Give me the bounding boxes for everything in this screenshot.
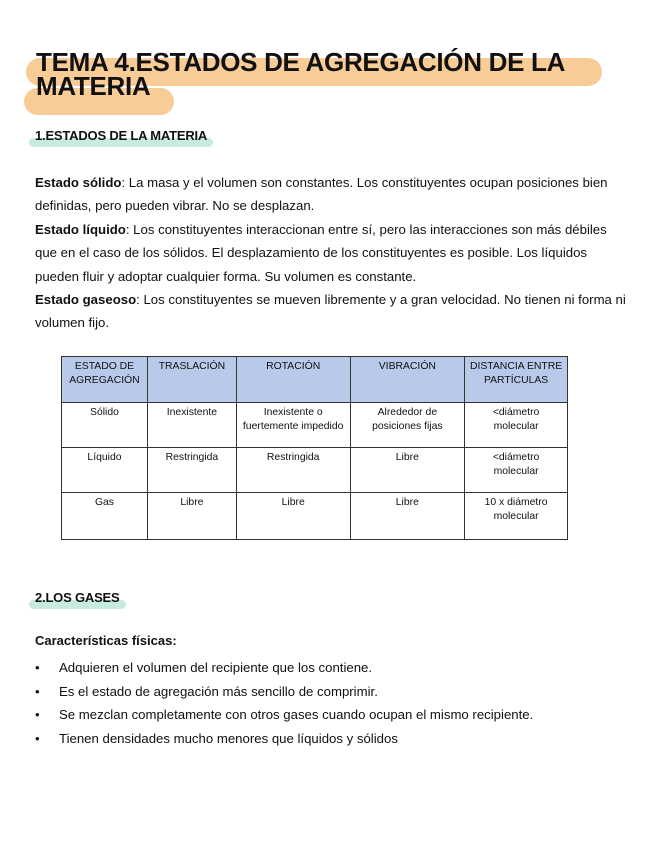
term-liquid: Estado líquido bbox=[35, 221, 126, 237]
bullet-icon: • bbox=[35, 707, 40, 723]
bullet-icon: • bbox=[35, 683, 40, 699]
states-table bbox=[61, 356, 568, 540]
table-header-cell: ROTACIÓN bbox=[236, 357, 350, 403]
table-cell: Restringida bbox=[236, 448, 350, 493]
list-item bbox=[35, 656, 625, 680]
table-cell: Restringida bbox=[147, 448, 236, 493]
term-solid: Estado sólido bbox=[35, 175, 122, 190]
table-cell: <diámetro molecular bbox=[465, 448, 568, 493]
table-row bbox=[62, 493, 568, 540]
table-cell: Gas bbox=[62, 493, 148, 540]
table-cell: Libre bbox=[236, 493, 350, 540]
states-description bbox=[35, 171, 627, 335]
section-heading-estados bbox=[35, 128, 207, 143]
table-header-cell: TRASLACIÓN bbox=[147, 357, 236, 403]
term-gas: Estado gaseoso bbox=[35, 292, 137, 308]
table-header-row bbox=[62, 357, 568, 403]
table-cell: Libre bbox=[350, 493, 465, 540]
table-cell: Líquido bbox=[62, 448, 148, 493]
paragraph-solid bbox=[35, 171, 627, 218]
table-cell: Libre bbox=[350, 448, 465, 493]
physical-characteristics-heading: Características físicas: bbox=[35, 633, 177, 648]
text-liquid: : Los constituyentes interaccionan entre sí, pero las interacciones son más débiles que en el caso de los sólidos. El desplazamiento de los constituyentes es posible. Los líquidos pueden fluir y adoptar cualquier forma. Su volumen es constante. bbox=[35, 221, 607, 284]
table-header-cell: ESTADO DE AGREGACIÓN bbox=[62, 357, 148, 403]
list-item-text: Es el estado de agregación más sencillo de comprimir. bbox=[59, 683, 378, 699]
page-title-line-2: MATERIA bbox=[36, 71, 151, 101]
list-item-text: Se mezclan completamente con otros gases cuando ocupan el mismo recipiente. bbox=[59, 707, 534, 723]
bullet-icon: • bbox=[35, 730, 40, 746]
table-cell: Inexistente bbox=[147, 403, 236, 448]
table-cell: Inexistente o fuertemente impedido bbox=[236, 403, 350, 448]
table-row bbox=[62, 403, 568, 448]
list-item-text: Adquieren el volumen del recipiente que los contiene. bbox=[59, 660, 373, 675]
table-header-cell: VIBRACIÓN bbox=[350, 357, 465, 403]
table-row bbox=[62, 448, 568, 493]
list-item bbox=[35, 727, 625, 751]
paragraph-gas bbox=[35, 288, 627, 335]
table-cell: 10 x diámetro molecular bbox=[465, 493, 568, 540]
table-cell: Sólido bbox=[62, 403, 148, 448]
page-title-block bbox=[24, 47, 604, 101]
table-cell: <diámetro molecular bbox=[465, 403, 568, 448]
list-item bbox=[35, 703, 625, 727]
gas-characteristics-list bbox=[35, 656, 625, 750]
text-solid: : La masa y el volumen son constantes. Los constituyentes ocupan posiciones bien definidas, pero pueden vibrar. No se desplazan. bbox=[35, 175, 608, 214]
table-header-cell: DISTANCIA ENTRE PARTÍCULAS bbox=[465, 357, 568, 403]
section-heading-text: 2.LOS GASES bbox=[35, 590, 120, 605]
paragraph-liquid bbox=[35, 218, 627, 288]
bullet-icon: • bbox=[35, 660, 40, 675]
list-item-text: Tienen densidades mucho menores que líquidos y sólidos bbox=[59, 730, 398, 746]
table-cell: Libre bbox=[147, 493, 236, 540]
list-item bbox=[35, 680, 625, 704]
section-heading-text: 1.ESTADOS DE LA MATERIA bbox=[35, 128, 208, 143]
page-title-line-1: TEMA 4.ESTADOS DE AGREGACIÓN DE LA bbox=[36, 47, 566, 77]
section-heading-gases bbox=[35, 590, 120, 605]
table-cell: Alrededor de posiciones fijas bbox=[350, 403, 465, 448]
text-gas: : Los constituyentes se mueven libremente y a gran velocidad. No tienen ni forma ni volumen fijo. bbox=[35, 292, 626, 331]
page-title bbox=[24, 47, 604, 101]
